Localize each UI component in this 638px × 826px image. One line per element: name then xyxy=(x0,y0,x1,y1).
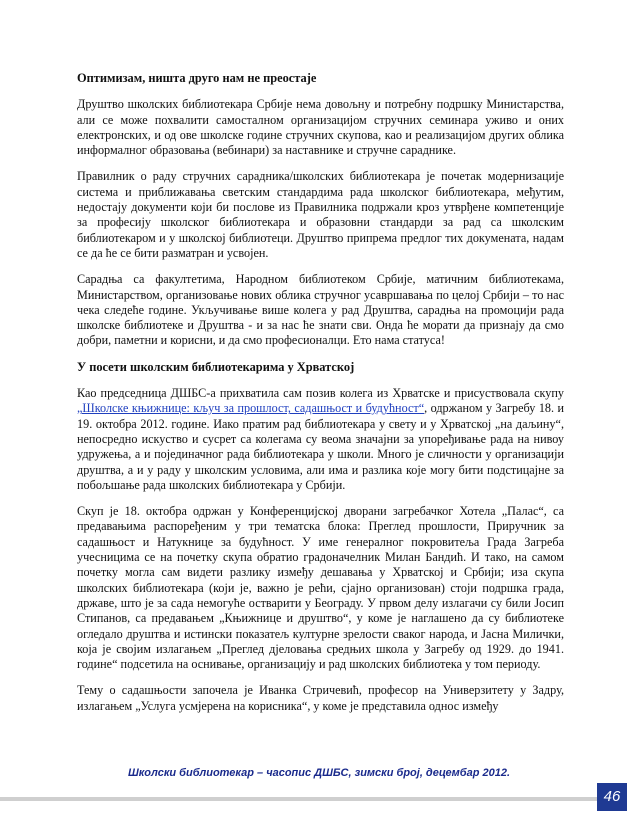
section-heading-optimism: Оптимизам, ништа друго нам не преостаје xyxy=(77,71,317,85)
paragraph: Тему о садашњости започела је Иванка Стричевић, професор на Универзитету у Задру, излагањем „Услуга усмјерена на корисника“, у коме је представила однос између xyxy=(77,683,564,713)
paragraph xyxy=(77,386,564,493)
conference-link[interactable]: „Школске књижнице: кључ за прошлост, садашњост и будућност“ xyxy=(77,401,425,416)
section-heading-croatia-visit: У посети школским библиотекарима у Хрватској xyxy=(77,359,355,374)
paragraph: Сарадња са факултетима, Народном библиотеком Србије, матичним библиотекама, Министарством, организовање нових облика стручног усавршавања по целој Србији – то нас чека следеће године. Укључивање више колега у рад Друштва, сарадња на промоцији рада школске библиотеке и Друштва - и за нас ће знати сви. Онда ће морати да признају да смо добри, паметни и корисни, и да смо професионалци. Ето нама статуса! xyxy=(77,272,564,348)
page-content xyxy=(77,71,564,725)
paragraph-text: Као председница ДШБС-а прихватила сам позив колега из Хрватске и присуствовала скупу xyxy=(77,386,564,401)
paragraph: Правилник о раду стручних сарадника/школских библиотекара је почетак модернизације система и приближавања светским стандардима рада школског библиотекара, међутим, недостају документи који би послове из Правилника подржали кроз утврђене компетенције за професију школског библиотекара и образовни стандарди за рад са школским библиотекаром и у школској библиотеци. Друштво припрема предлог тих докумената, надам се да ће се бити разматран и усвојен. xyxy=(77,169,564,260)
journal-footer: Школски библиотекар – часопис ДШБС, зимски број, децембар 2012. xyxy=(127,767,511,779)
paragraph: Скуп је 18. октобра одржан у Конференцијској дворани загребачког Хотела „Палас“, са предавањима распоређеним у три тематска блока: Преглед прошлости, Приручник за садашњост и Натукнице за будућност. У име генералног покровитеља Града Загреба учесницима се на почетку скупа обратио градоначелник Милан Бандић. И тако, на самом почетку могла сам видети разлику између дешавања у Хрватској и Србији; иза скупа школских библиотекара (који је, важно је рећи, сјајно организован) стоји подршка града, државе, што је за сада немогуће остварити у Београду. У првом делу излагачи су били Јосип Стипанов, са предавањем „Књижнице и друштво“, у коме је наглашено да су библиотеке огледало друштва и истински показатељ културне зрелости сваког народа, и Јасна Милички, која је својим излагањем „Преглед дјеловања средњих школа у Загребу од 1929. до 1941. године“ подсетила на оснивање, организацију и рад школских библиотека у том периоду. xyxy=(77,504,564,672)
paragraph: Друштво школских библиотекара Србије нема довољну и потребну подршку Министарства, али се може похвалити самосталном организацијом стручних семинара уживо и оних електронских, и од ове школске године стручних скупова, као и реализацијом других облика информалног образовања (вебинари) за наставнике и стручне сараднике. xyxy=(77,97,564,158)
paragraph-text: , одржаном у Загребу 18. и 19. октобра 2012. године. Иако пратим рад библиотекара у свету и у Хрватској „на даљину“, непосредно искуство и сусрет са колегама су веома значајни за упоређивање рада на нивоу удружења, а и појединачног рада библиотекара у школи. Много је сличности у организацији друштва, а и у раду у школским условима, али има и разлика које могу бити подстицајне за побољшање рада школских библиотекара у Србији. xyxy=(77,401,565,492)
footer-rule xyxy=(0,797,597,801)
page-number: 46 xyxy=(597,783,627,811)
